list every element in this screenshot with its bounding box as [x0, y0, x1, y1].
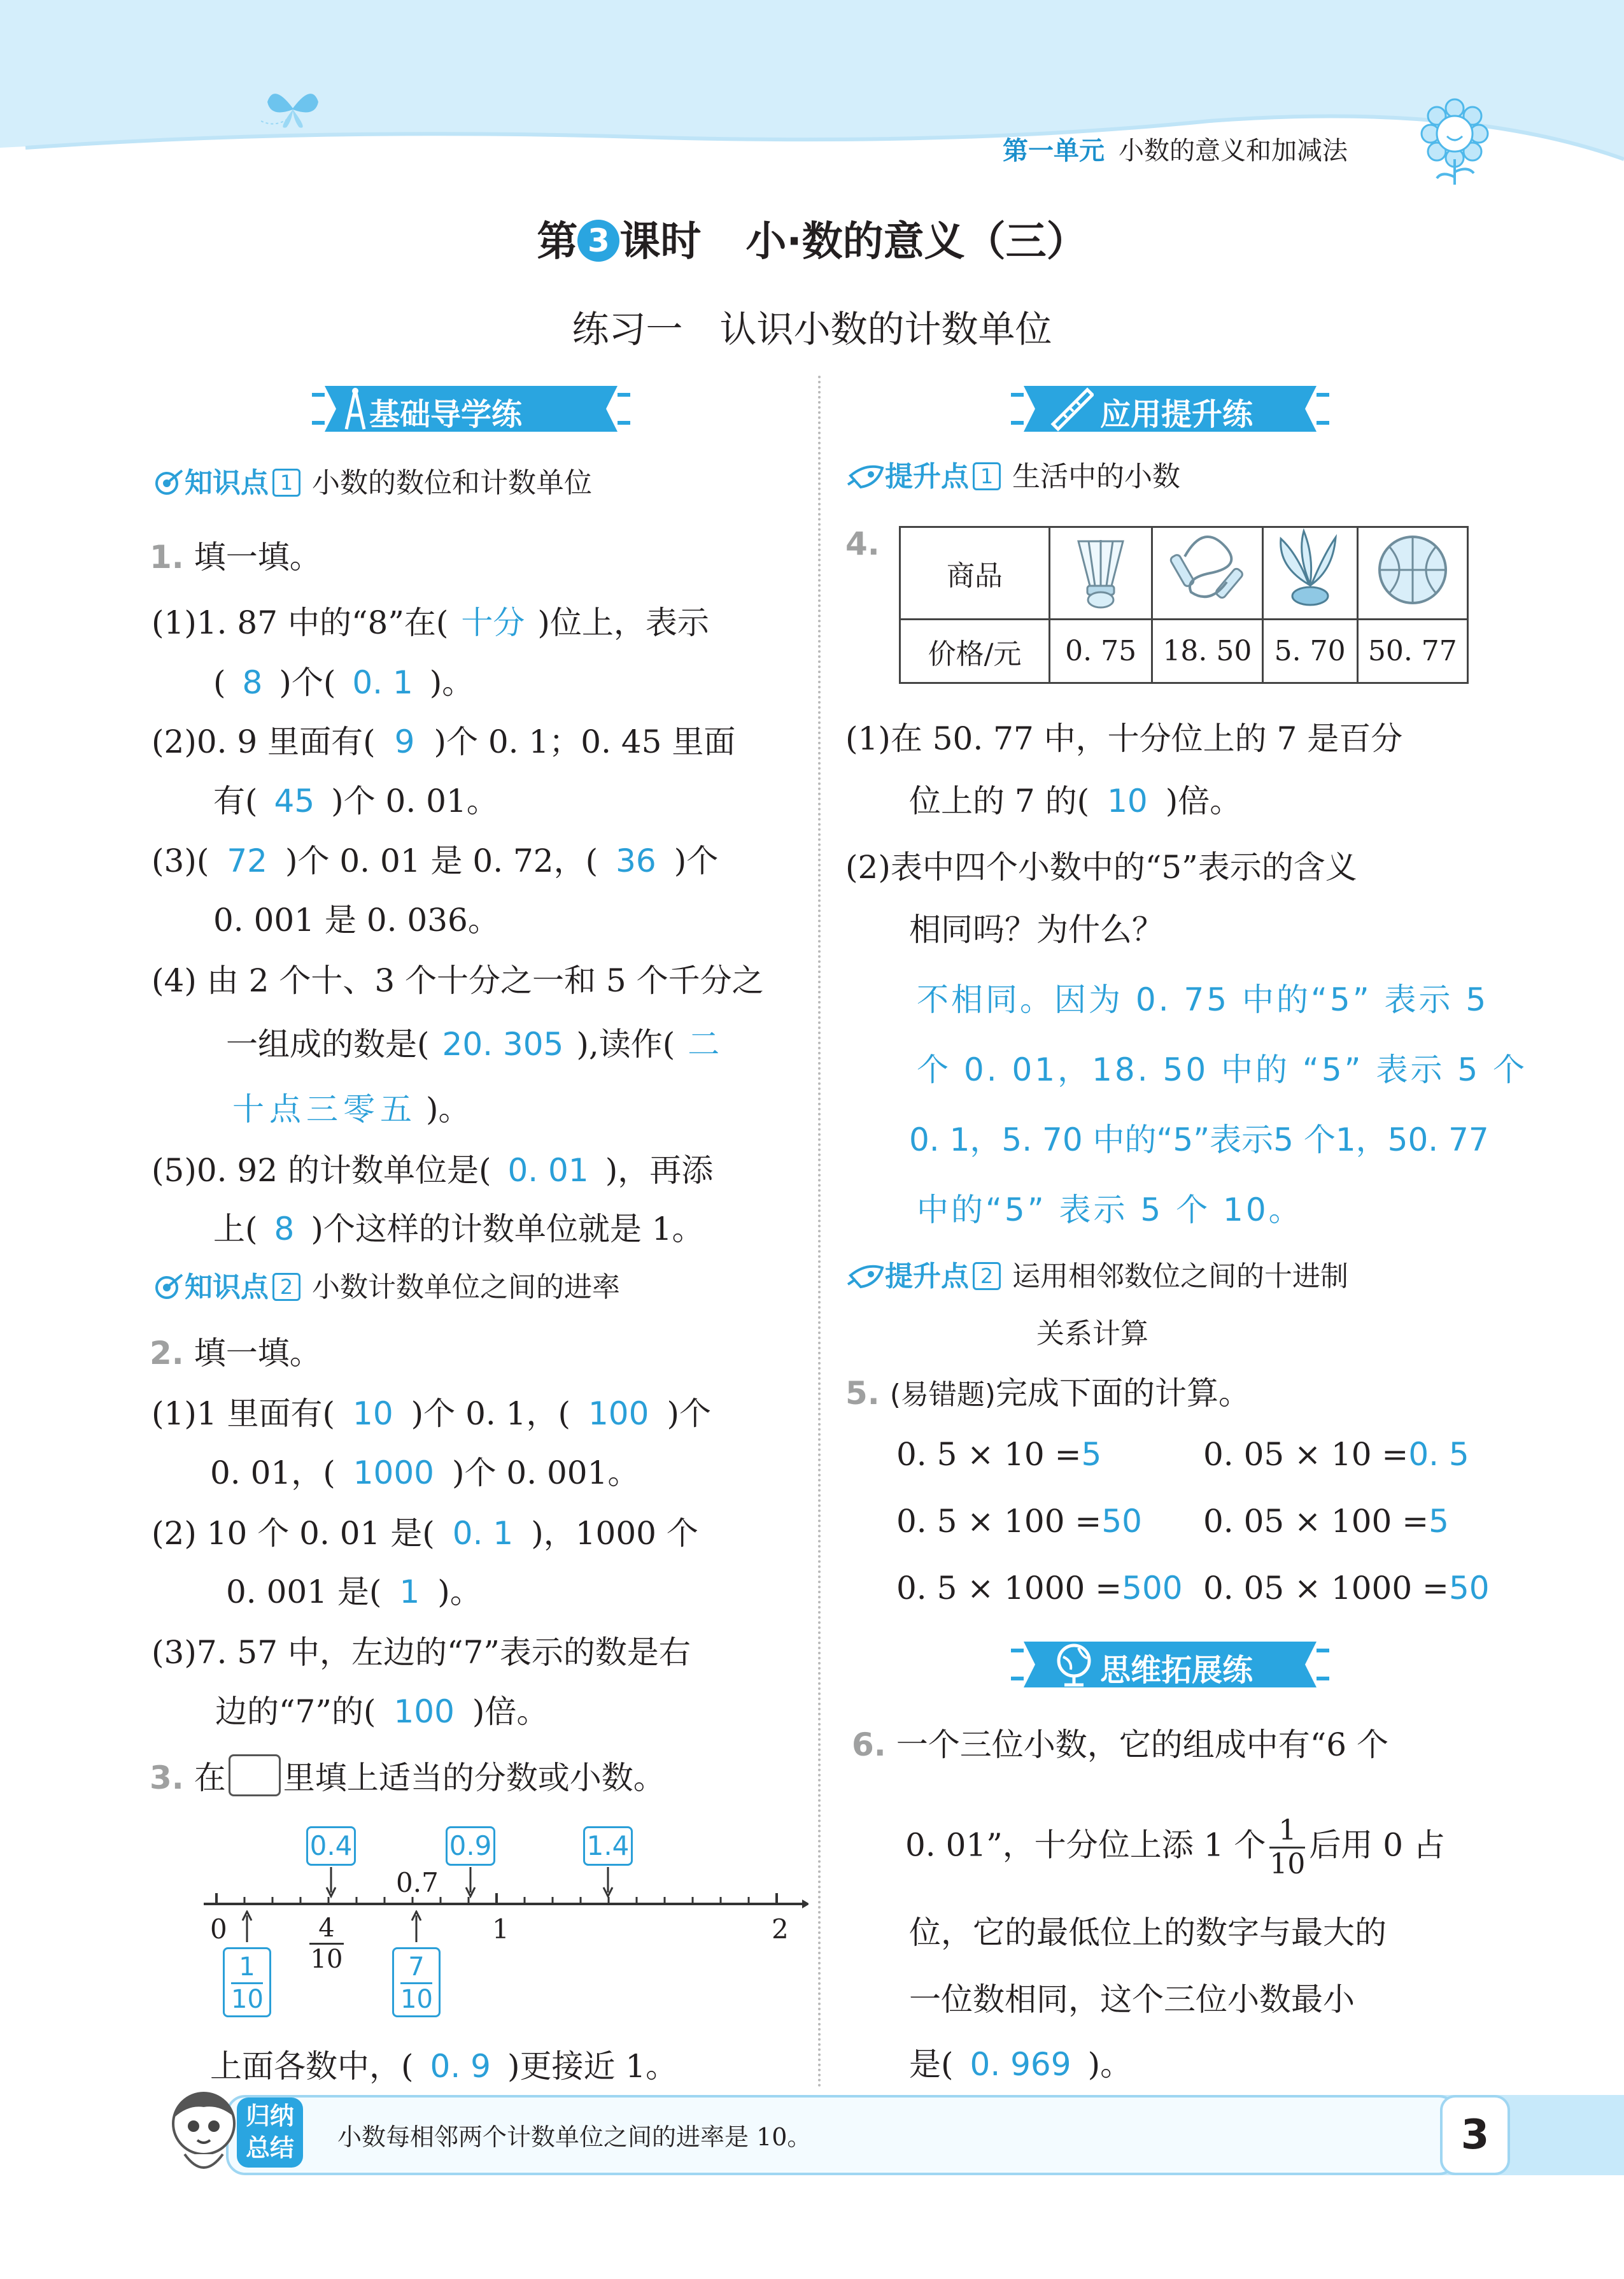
tick-label-1: 1 [492, 1913, 509, 1945]
answer: 36 [616, 842, 656, 879]
q6-line-3: 位，它的最低位上的数字与最大的 [909, 1914, 1387, 1951]
answer: 8 [274, 1210, 295, 1247]
unit-title: 小数的意义和加减法 [1119, 136, 1348, 166]
header-background [0, 0, 1624, 197]
q4-answer-line-3: 0. 1，5. 70 中的“5”表示5 个1，50. 77 [909, 1121, 1489, 1158]
blank-box [229, 1754, 281, 1796]
tick-label-0: 0 [210, 1913, 227, 1945]
q1-part5-line2: 上( 8 )个这样的计数单位就是 1。 [213, 1210, 704, 1247]
upgrade-point-2-line2: 关系计算 [1036, 1317, 1148, 1350]
page-title: 第 3 课时 小·数的意义（三） [537, 218, 1087, 266]
answer: 10 [1107, 783, 1148, 820]
target-icon [153, 1272, 185, 1300]
page-number: 3 [1440, 2095, 1510, 2175]
page-subtitle: 练习一 认识小数的计数单位 [572, 308, 1052, 351]
answer: 十分 [461, 604, 525, 641]
q4-answer-line-4: 中的“5” 表示 5 个 10。 [917, 1191, 1303, 1228]
q1-part1-line2: ( 8 )个( 0. 1 )。 [213, 664, 474, 701]
answer: 100 [588, 1395, 649, 1432]
jump-rope-icon [1166, 529, 1248, 611]
q5-row-1-right: 0. 05 × 10 =0. 5 [1203, 1436, 1469, 1473]
summary-note: 小数每相邻两个计数单位之间的进率是 10。 [337, 2123, 812, 2151]
item-feather-shuttlecock-image [1262, 527, 1357, 620]
q2-part3-line2: 边的“7”的( 100 )倍。 [215, 1693, 549, 1730]
answer: 100 [393, 1693, 455, 1730]
numberline-box-top-1: 0.4 [306, 1826, 356, 1866]
numberline-box-bottom-1: 1 10 [223, 1947, 271, 2017]
compass-icon [342, 387, 368, 432]
q2-part1-line1: (1)1 里面有( 10 )个 0. 1，( 100 )个 [152, 1395, 711, 1432]
q6-line-5: 是( 0. 969 )。 [909, 2046, 1133, 2083]
q6-line-1: 6. 一个三位小数，它的组成中有“6 个 [852, 1726, 1388, 1763]
arrow-up-icon [241, 1910, 253, 1942]
q6-line-4: 一位数相同，这个三位小数最小 [909, 1981, 1355, 2018]
q5-row-1: 0. 5 × 10 =5 [896, 1436, 1102, 1473]
q2-part2-line2: 0. 001 是( 1 )。 [226, 1573, 482, 1610]
answer: 5 [1429, 1503, 1449, 1540]
upgrade-point-2: 提升点 2 运用相邻数位之间的十进制 [847, 1253, 1348, 1294]
arrow-down-icon [602, 1867, 614, 1899]
q1-part3-line1: (3)( 72 )个 0. 01 是 0. 72，( 36 )个 [152, 842, 719, 879]
answer: 0. 969 [970, 2046, 1071, 2083]
target-icon [153, 468, 185, 496]
q4-part1-line2: 位上的 7 的( 10 )倍。 [909, 783, 1242, 820]
q1-part5-line1: (5)0. 92 的计数单位是( 0. 01 )，再添 [152, 1152, 714, 1189]
sunflower-icon [1416, 96, 1493, 185]
lesson-topic: 小·数的意义（三） [745, 218, 1087, 266]
column-divider [818, 376, 821, 2089]
q1-part3-line2: 0. 001 是 0. 036。 [213, 902, 500, 939]
q3-closing: 上面各数中，( 0. 9 )更接近 1。 [210, 2048, 678, 2085]
rocket-icon [847, 462, 885, 490]
arrow-down-icon [325, 1867, 337, 1899]
answer: 0. 01 [507, 1152, 589, 1189]
price-table [899, 526, 1469, 684]
fraction-4-10: 4 10 [310, 1913, 343, 1974]
fraction-1-10: $\frac{1}{10}$ [1269, 1814, 1306, 1880]
answer: 0. 1 [352, 664, 413, 701]
section-banner-basic: 基础导学练 [312, 382, 630, 436]
butterfly-icon [261, 83, 325, 134]
answer: 0. 1 [452, 1515, 514, 1552]
q5-row-3-right: 0. 05 × 1000 =50 [1203, 1570, 1490, 1607]
ruler-icon [1049, 386, 1094, 432]
knowledge-point-1: 知识点 1 小数的数位和计数单位 [153, 460, 592, 501]
tick-label-2: 2 [772, 1913, 789, 1945]
answer: 500 [1122, 1570, 1183, 1607]
q1-part1-line1: (1)1. 87 中的“8”在( 十分 )位上，表示 [152, 604, 709, 641]
q1-part2-line2: 有( 45 )个 0. 01。 [213, 783, 498, 820]
table-header-goods: 商品 [900, 527, 1050, 620]
q4-number: 4. [845, 525, 880, 562]
price-cell: 18. 50 [1152, 620, 1262, 683]
q4-part1-line1: (1)在 50. 77 中，十分位上的 7 是百分 [845, 720, 1403, 757]
q2-part3-line1: (3)7. 57 中，左边的“7”表示的数是右 [152, 1634, 691, 1671]
numberline-box-bottom-2: 7 10 [392, 1947, 441, 2017]
section-banner-advanced: 应用提升练 [1011, 382, 1329, 436]
price-cell: 0. 75 [1050, 620, 1152, 683]
item-jump-rope-image [1152, 527, 1262, 620]
price-cell: 50. 77 [1357, 620, 1467, 683]
unit-heading [1003, 131, 1348, 167]
q2-part2-line1: (2) 10 个 0. 01 是( 0. 1 )，1000 个 [152, 1515, 698, 1552]
q6-line-2: 0. 01”，十分位上添 1 个 $\frac{1}{10}$ 后用 0 占 [905, 1814, 1445, 1880]
arrow-up-icon [410, 1910, 423, 1942]
answer: 8 [242, 664, 263, 701]
answer: 1000 [353, 1454, 434, 1491]
q5-title: 5. (易错题)完成下面的计算。 [845, 1375, 1251, 1412]
arrow-down-icon [464, 1867, 477, 1899]
q4-answer-line-2: 个 0. 01，18. 50 中的 “5” 表示 5 个 [917, 1051, 1528, 1088]
q4-part2-line2: 相同吗？为什么？ [909, 911, 1164, 948]
q2-title: 2. 填一填。 [150, 1335, 321, 1372]
answer: 十点三零五 [232, 1091, 417, 1128]
q1-part4-line1: (4) 由 2 个十、3 个十分之一和 5 个千分之 [152, 962, 764, 999]
q4-answer-line-1: 不相同。因为 0. 75 中的“5” 表示 5 [917, 981, 1489, 1018]
answer: 5 [1081, 1436, 1102, 1473]
answer: 45 [274, 783, 315, 820]
numberline-box-top-2: 0.9 [446, 1826, 495, 1866]
q1-part4-line3: 十点三零五 )。 [232, 1091, 470, 1128]
q2-part1-line2: 0. 01，( 1000 )个 0. 001。 [210, 1454, 640, 1491]
q5-row-2-right: 0. 05 × 100 =5 [1203, 1503, 1449, 1540]
knowledge-point-2: 知识点 2 小数计数单位之间的进率 [153, 1264, 620, 1305]
q5-row-3: 0. 5 × 1000 =500 [896, 1570, 1183, 1607]
lesson-number-badge: 3 [577, 220, 619, 262]
q3-title: 3. 在 里填上适当的分数或小数。 [150, 1752, 665, 1798]
child-mascot-icon [166, 2085, 242, 2181]
globe-icon [1053, 1642, 1095, 1687]
answer: 50 [1101, 1503, 1142, 1540]
feather-shuttlecock-icon [1272, 529, 1348, 611]
answer: 72 [227, 842, 267, 879]
answer: 0. 9 [430, 2048, 491, 2085]
basketball-icon [1371, 529, 1454, 611]
item-shuttlecock-image [1050, 527, 1152, 620]
section-banner-thinking: 思维拓展练 [1011, 1638, 1329, 1691]
numberline-box-top-3: 1.4 [583, 1826, 633, 1866]
rocket-icon [847, 1261, 885, 1289]
q5-row-2: 0. 5 × 100 =50 [896, 1503, 1142, 1540]
answer: 20. 305 [442, 1026, 564, 1063]
answer: 二 [688, 1026, 720, 1063]
item-basketball-image [1357, 527, 1467, 620]
answer: 0. 5 [1408, 1436, 1469, 1473]
answer: 9 [394, 723, 415, 760]
answer: 50 [1448, 1570, 1490, 1607]
upgrade-point-1: 提升点 1 生活中的小数 [847, 453, 1180, 494]
shuttlecock-icon [1059, 529, 1142, 611]
q1-part4-line2: 一组成的数是( 20. 305 ),读作( 二 [226, 1026, 720, 1063]
price-cell: 5. 70 [1262, 620, 1357, 683]
label-0-7: 0.7 [396, 1867, 439, 1898]
table-header-price: 价格/元 [900, 620, 1050, 683]
summary-badge: 归纳 总结 [237, 2098, 303, 2168]
unit-label: 第一单元 [1003, 136, 1105, 166]
q4-part2-line1: (2)表中四个小数中的“5”表示的含义 [845, 849, 1357, 886]
answer: 10 [353, 1395, 393, 1432]
answer: 1 [399, 1573, 420, 1610]
q1-part2-line1: (2)0. 9 里面有( 9 )个 0. 1；0. 45 里面 [152, 723, 736, 760]
q1-title: 1. 填一填。 [150, 539, 321, 576]
